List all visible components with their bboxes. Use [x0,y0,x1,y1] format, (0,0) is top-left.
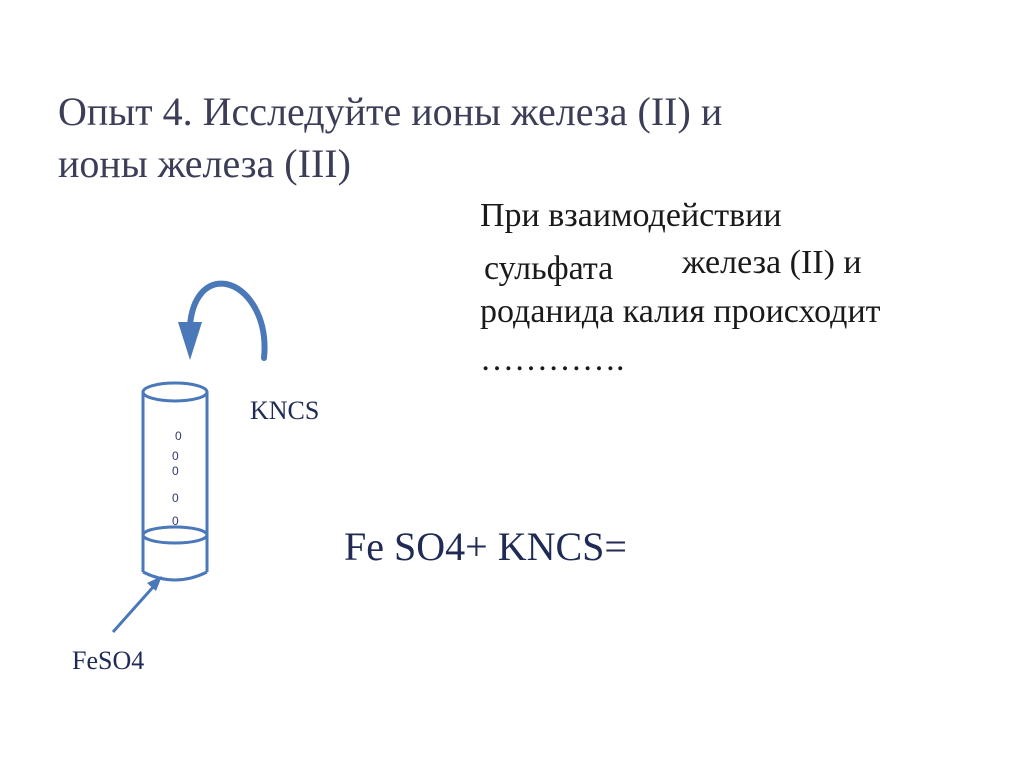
pointer-arrow-icon [113,576,162,632]
bubble: 0 [172,514,179,528]
title-line-1: Опыт 4. Исследуйте ионы железа (II) и [58,89,723,134]
curved-arrow-icon [178,284,265,360]
tube-contents-label: FeSO4 [72,646,145,675]
description-line-2a: сульфата [484,250,614,287]
description-line-4: …………. [480,341,625,378]
bubble: 0 [172,449,179,463]
test-tube-icon [143,383,207,580]
bubble: 0 [172,464,179,478]
title-line-2: ионы железа (III) [58,141,351,186]
bubble: 0 [172,491,179,505]
description-line-2b: железа (II) и [682,244,862,281]
description-line-3: роданида калия происходит [480,293,881,330]
bubble: 0 [175,429,182,443]
reaction-equation: Fe SO4+ KNCS= [344,524,627,569]
description-line-1: При взаимодействии [480,197,782,234]
reagent-label-kncs: KNCS [250,396,320,425]
